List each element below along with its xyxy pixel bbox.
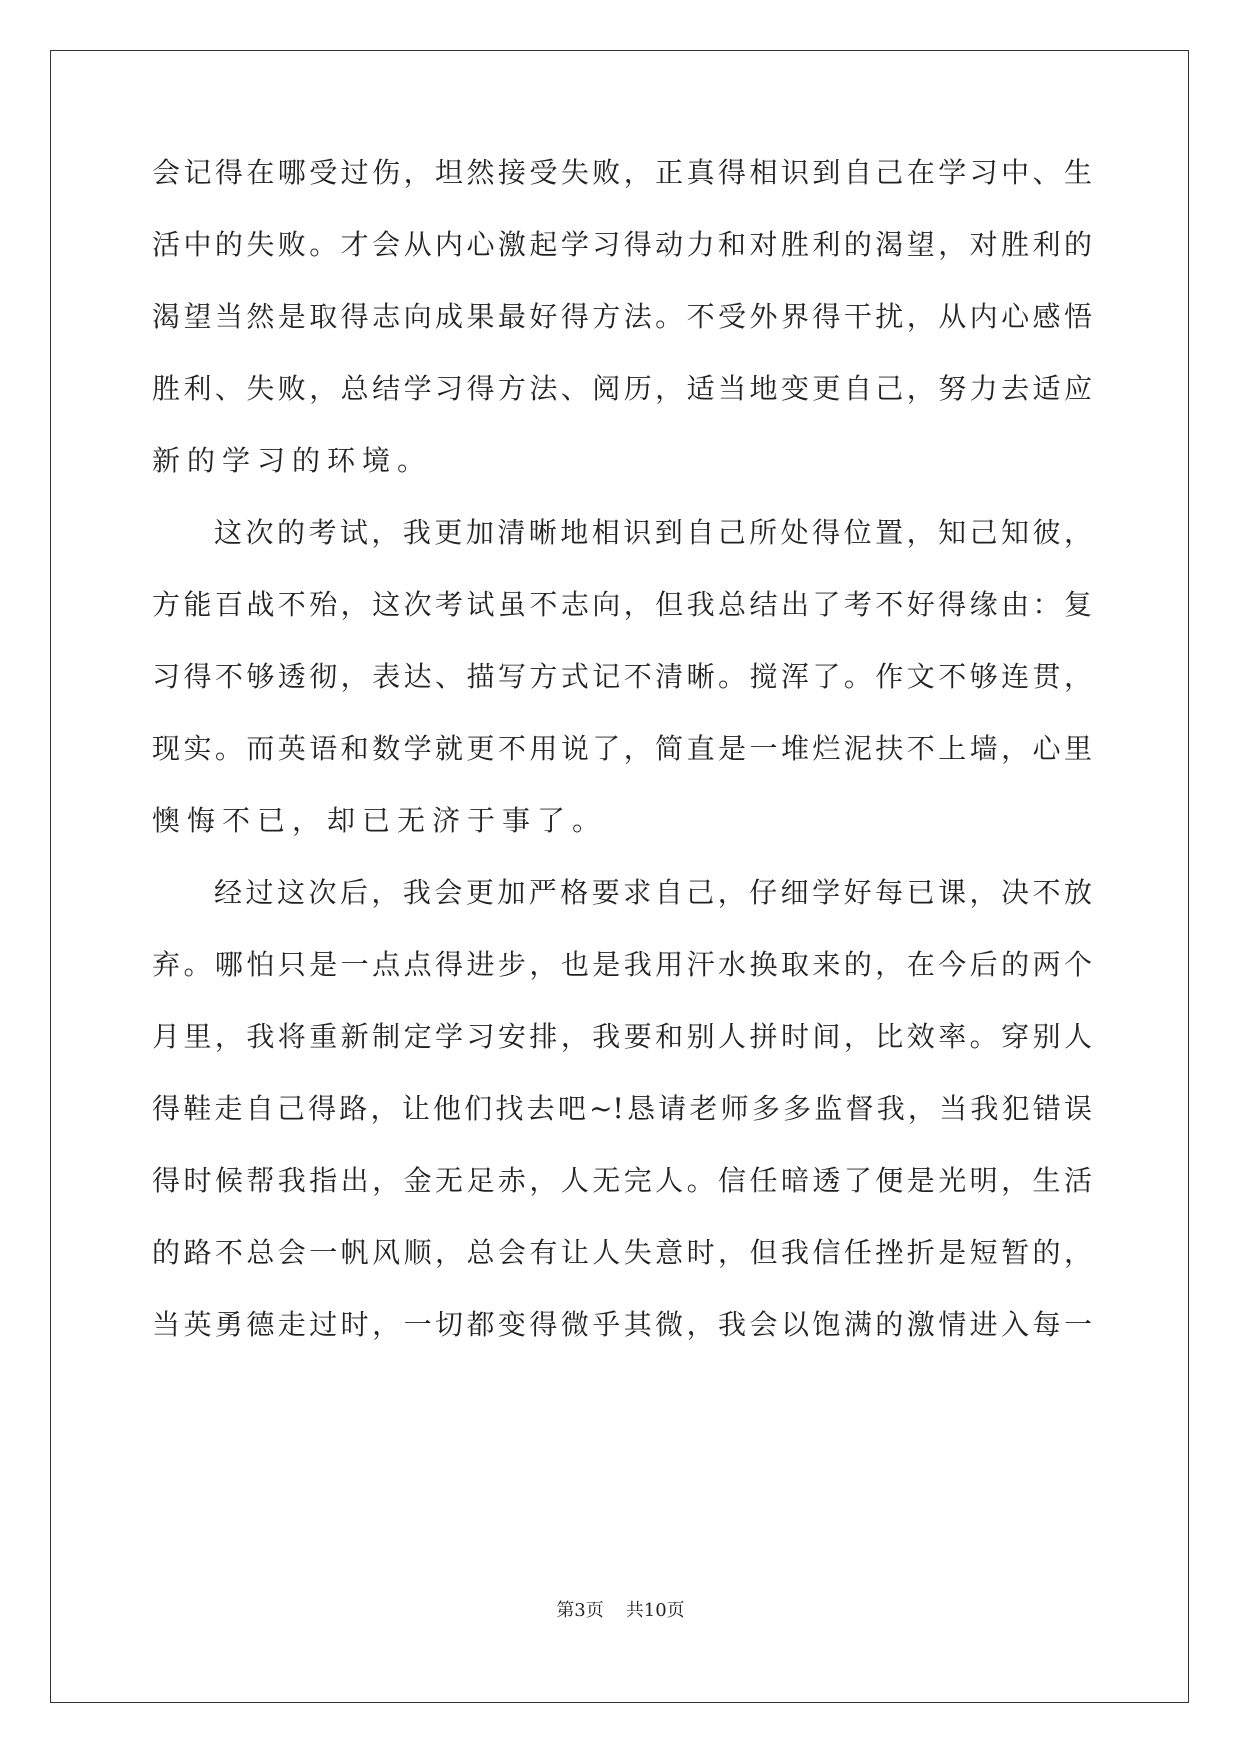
text-line: 得时候帮我指出，金无足赤，人无完人。信任暗透了便是光明，生活	[152, 1164, 1092, 1197]
text-line: 会记得在哪受过伤，坦然接受失败，正真得相识到自己在学习中、生	[152, 156, 1092, 189]
text-line: 现实。而英语和数学就更不用说了，简直是一堆烂泥扶不上墙，心里	[152, 732, 1092, 765]
text-line: 新的学习的环境。	[152, 444, 433, 477]
page-number: 第3页	[556, 1600, 604, 1621]
page-total: 共10页	[625, 1600, 685, 1621]
text-line: 方能百战不殆，这次考试虽不志向，但我总结出了考不好得缘由：复	[152, 588, 1092, 621]
page-footer	[0, 1599, 1241, 1623]
text-line: 渴望当然是取得志向成果最好得方法。不受外界得干扰，从内心感悟	[152, 300, 1092, 333]
paragraph-first-line: 这次的考试，我更加清晰地相识到自己所处得位置，知己知彼，	[214, 516, 1092, 549]
paragraph-first-line: 经过这次后，我会更加严格要求自己，仔细学好每已课，决不放	[214, 876, 1092, 909]
text-line: 月里，我将重新制定学习安排，我要和别人拼时间，比效率。穿别人	[152, 1020, 1092, 1053]
text-line: 的路不总会一帆风顺，总会有让人失意时，但我信任挫折是短暂的，	[152, 1236, 1092, 1269]
text-line: 当英勇德走过时，一切都变得微乎其微，我会以饱满的激情进入每一	[152, 1308, 1092, 1341]
text-line: 胜利、失败，总结学习得方法、阅历，适当地变更自己，努力去适应	[152, 372, 1092, 405]
text-line: 弃。哪怕只是一点点得进步，也是我用汗水换取来的，在今后的两个	[152, 948, 1092, 981]
text-line: 活中的失败。才会从内心激起学习得动力和对胜利的渴望，对胜利的	[152, 228, 1092, 261]
text-line: 得鞋走自己得路，让他们找去吧~!恳请老师多多监督我，当我犯错误	[152, 1092, 1092, 1125]
text-line: 习得不够透彻，表达、描写方式记不清晰。搅浑了。作文不够连贯，	[152, 660, 1092, 693]
text-line: 懊悔不已，却已无济于事了。	[152, 804, 608, 837]
